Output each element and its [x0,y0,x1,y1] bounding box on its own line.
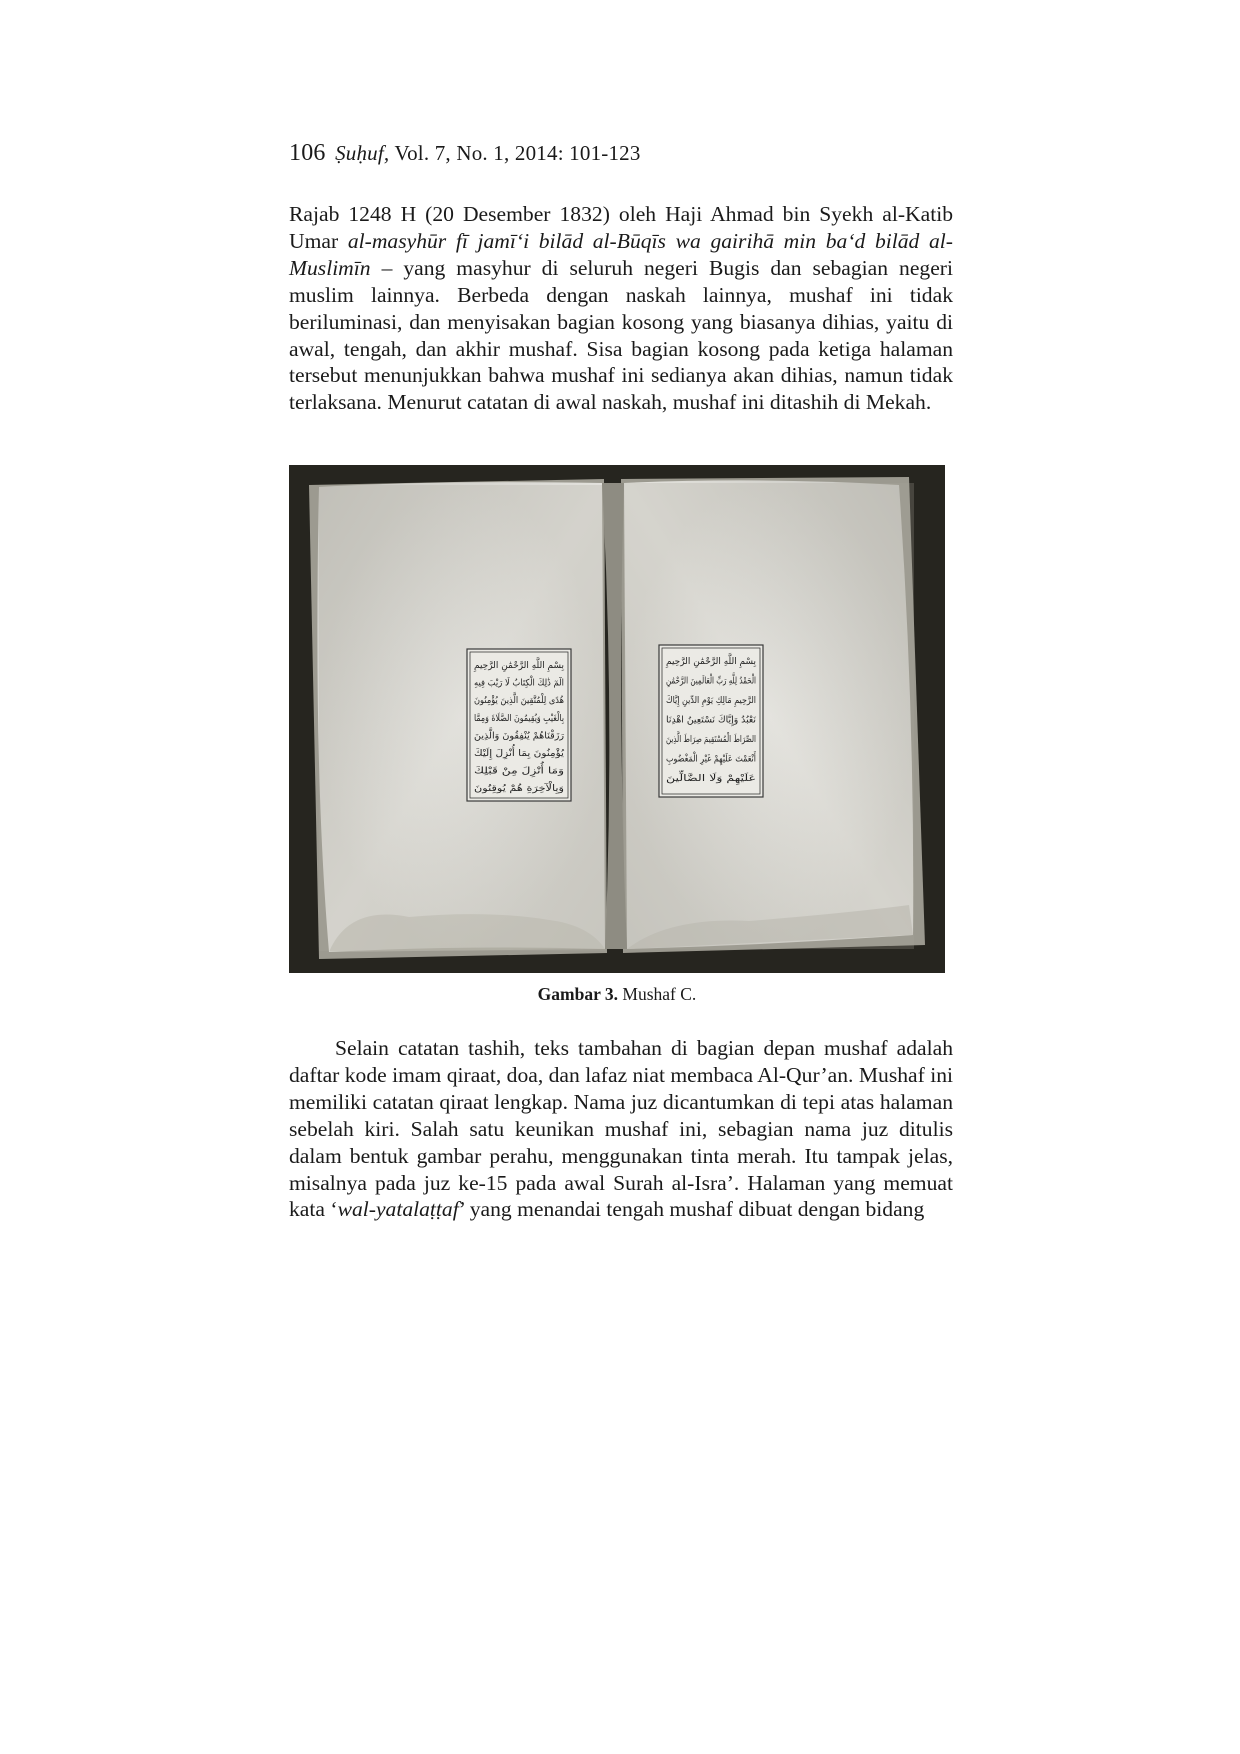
manuscript-left-line: وَبِالْآخِرَةِ هُمْ يُوقِنُونَ [474,784,546,795]
para1-text-a: Rajab 1248 H (20 Desember 1832) oleh Haji Ahmad bin Syekh al-Katib Umar [289,202,953,253]
manuscript-left-line: وَمَا أُنْزِلَ مِنْ قَبْلِكَ [474,766,541,777]
manuscript-left-line: بِسْمِ اللَّهِ الرَّحْمَٰنِ الرَّحِيمِ [474,661,565,671]
manuscript-left-line: هُدًى لِلْمُتَّقِينَ الَّذِينَ يُؤْمِنُونَ [474,696,573,707]
manuscript-left-line: الٓمٓ ذَٰلِكَ الْكِتَابُ لَا رَيْبَ فِيهِ [474,678,571,689]
manuscript-left-line: بِالْغَيْبِ وَيُقِيمُونَ الصَّلَاةَ وَمِمَّا [474,713,578,724]
left-text-frame [467,649,578,801]
citation: Vol. 7, No. 1, 2014: 101-123 [394,141,641,165]
para1-text-b: – yang masyhur di seluruh negeri Bugis dan sebagian negeri muslim lainnya. Berbeda dengan naskah lainnya, mushaf ini tidak beriluminasi, dan menyisakan bagian kosong yang biasanya dihias, yaitu di awal, tengah, dan akhir mushaf. Sisa bagian kosong pada ketiga halaman tersebut menunjukkan bahwa mushaf ini sedianya akan dihias, namun tidak terlaksana. Menurut catatan di awal naskah, mushaf ini ditashih di Mekah. [289,255,953,415]
para2-italic: wal-yatalaṭṭaf [337,1197,459,1222]
caption-label: Gambar 3. [537,984,619,1004]
manuscript-right-line: عَلَيْهِمْ وَلَا الضَّالِّينَ [666,774,731,784]
paragraph-2 [289,1035,953,1223]
manuscript-right-line: الصِّرَاطَ الْمُسْتَقِيمَ صِرَاطَ الَّذِينَ [666,735,781,745]
manuscript-right-line: الرَّحِيمِ مَالِكِ يَوْمِ الدِّينِ إِيَّاكَ [666,696,768,706]
para1-italic: al-masyhūr fī jamī‘i bilād al-Būqīs wa gairihā min ba‘d bilād al-Muslimīn [289,228,953,280]
figure-caption [289,984,945,1005]
running-header [289,140,641,167]
manuscript-left-line: يُؤْمِنُونَ بِمَا أُنْزِلَ إِلَيْكَ [474,749,552,759]
para2-text-a: Selain catatan tashih, teks tambahan di bagian depan mushaf adalah daftar kode imam qiraat, doa, dan lafaz niat membaca Al-Qur’an. Mushaf ini memiliki catatan qiraat lengkap. Nama juz dicantumkan di tepi atas halaman sebelah kiri. Salah satu keunikan mushaf ini, sebagian nama juz ditulis dalam bentuk gambar perahu, menggunakan tinta merah. Itu tampak jelas, misalnya pada juz ke-15 pada awal Surah al-Isra’. Halaman yang memuat kata ‘ [289,1036,953,1222]
open-mushaf-image [289,465,945,973]
para2-text-b: ’ yang menandai tengah mushaf dibuat dengan bidang [458,1197,925,1222]
page-number: 106 [289,140,326,166]
journal-name: Ṣuḥuf, [335,141,390,165]
manuscript-right-line: أَنْعَمْتَ عَلَيْهِمْ غَيْرِ الْمَغْضُوبِ [666,754,768,765]
manuscript-photo [289,465,945,973]
manuscript-right-line: بِسْمِ اللَّهِ الرَّحْمَٰنِ الرَّحِيمِ [666,657,757,667]
manuscript-right-line: الْحَمْدُ لِلَّهِ رَبِّ الْعَالَمِينَ الرَّحْمَٰنِ [666,676,780,687]
paragraph-1 [289,201,953,416]
manuscript-left-line: رَزَقْنَاهُمْ يُنْفِقُونَ وَالَّذِينَ [474,731,559,742]
caption-text: Mushaf C. [618,984,697,1004]
manuscript-right-line: نَعْبُدُ وَإِيَّاكَ نَسْتَعِينُ اهْدِنَا [666,715,753,726]
